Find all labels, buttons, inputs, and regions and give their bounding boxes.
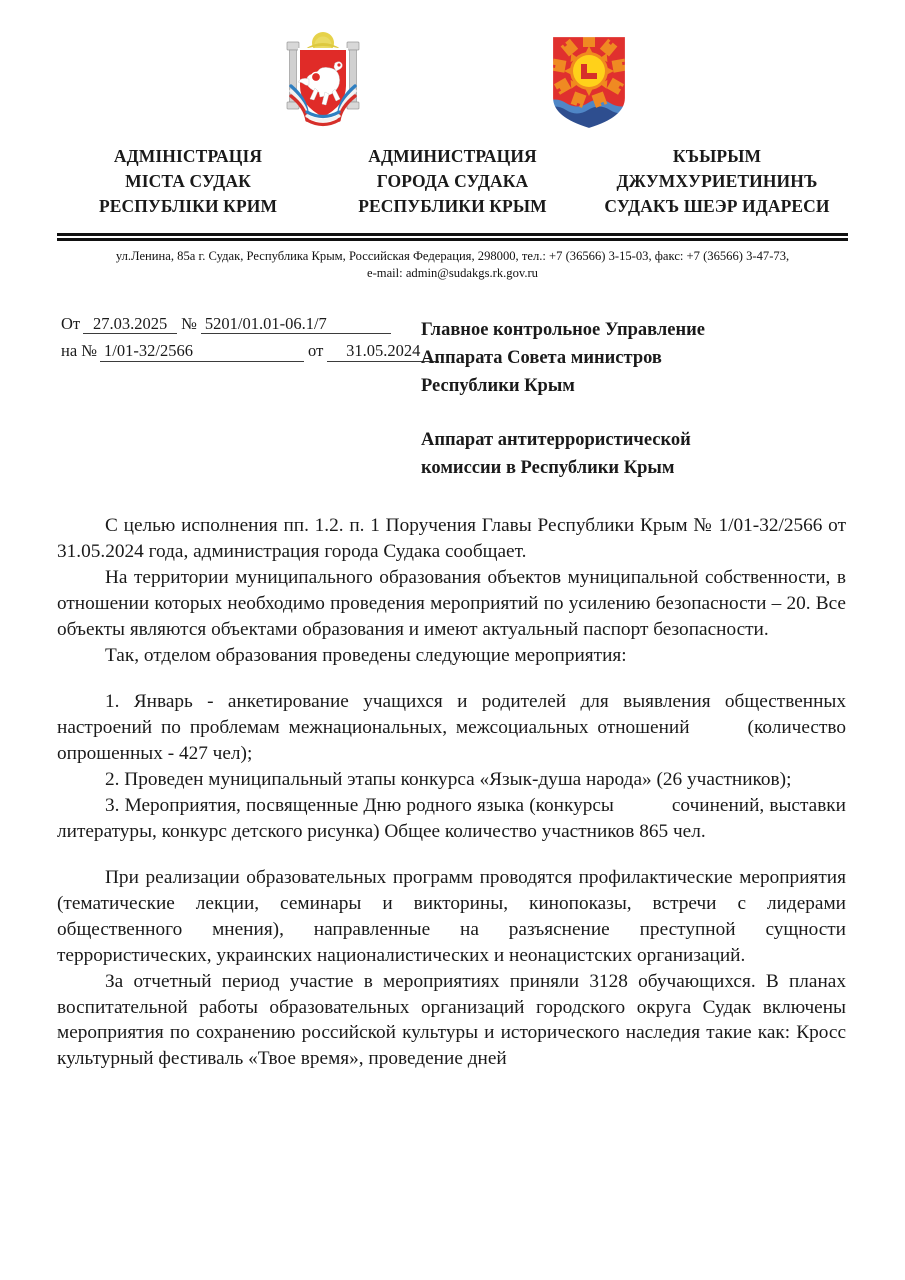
org-column-russian bbox=[322, 144, 584, 219]
org-column-ukrainian bbox=[57, 144, 319, 219]
reference-and-addressee bbox=[57, 313, 848, 483]
measure-1-count: (количество опрошенных - 427 чел); bbox=[57, 717, 846, 764]
org-crh-line-1: КЪЫРЫМ bbox=[672, 146, 762, 166]
paragraph-participation: За отчетный период участие в мероприятиях приняли 3128 обучающихся. В планах воспитательной работы образовательных организаций городского округа Судак включены мероприятия по сохранению российской культуры и исторического наследия такие как: Кросс культурный фестиваль «Твое время», проведение дней bbox=[57, 970, 846, 1070]
emblems-row bbox=[57, 30, 848, 135]
letterhead bbox=[57, 0, 848, 282]
addressee-line-4: Аппарат антитеррористической bbox=[421, 430, 691, 451]
reference-from-label: От bbox=[61, 313, 81, 333]
paragraph-intro: С целью исполнения пп. 1.2. п. 1 Поручения Главы Республики Крым № 1/01-32/2566 от 31.05.2024 года, администрация города Судака сообщает. bbox=[57, 515, 846, 563]
org-crh-line-2: ДЖУМХУРИЕТИНИНЪ bbox=[616, 170, 818, 191]
measure-item-2: 2. Проведен муниципальный этапы конкурса «Язык-душа народа» (26 участников); bbox=[105, 768, 792, 790]
addressee-line-1: Главное контрольное Управление bbox=[421, 319, 706, 340]
paragraph-lead-in: Так, отделом образования проведены следующие мероприятия: bbox=[105, 645, 627, 667]
coat-of-arms-sudak-icon bbox=[544, 30, 634, 133]
organization-names bbox=[57, 144, 848, 219]
addressee-group-primary bbox=[421, 316, 848, 400]
measure-item-3 bbox=[57, 793, 846, 845]
addressee-line-5: комиссии в Республики Крым bbox=[421, 458, 675, 479]
reference-from-date: 27.03.2025 bbox=[83, 316, 177, 335]
paragraph-objects: На территории муниципального образования объектов муниципальной собственности, в отношении которых необходимо проведения мероприятий по усилению безопасности – 20. Все объекты являются объектами образования и имеют актуальный паспорт безопасности. bbox=[57, 567, 846, 641]
letterhead-divider bbox=[57, 233, 848, 241]
org-ru-line-2: ГОРОДА СУДАКА bbox=[376, 170, 529, 191]
org-uk-line-3: РЕСПУБЛІКИ КРИМ bbox=[98, 195, 278, 216]
measure-item-1 bbox=[57, 689, 846, 767]
contact-email-line: e-mail: admin@sudakgs.rk.gov.ru bbox=[367, 265, 538, 280]
reference-number-value: 5201/01.01-06.1/7 bbox=[201, 316, 391, 335]
addressee-group-secondary bbox=[421, 426, 848, 482]
org-column-crimean-tatar bbox=[586, 144, 848, 219]
reference-row-outgoing bbox=[61, 313, 409, 335]
reference-block bbox=[57, 313, 421, 371]
reference-row-incoming bbox=[61, 341, 421, 362]
contact-address-line: ул.Ленина, 85а г. Судак, Республика Крым, Российская Федерация, 298000, тел.: +7 (36566) 3-15-03, факс: +7 (36566) 3-47-73, bbox=[115, 248, 790, 263]
letter-body bbox=[57, 513, 848, 1072]
contact-block bbox=[57, 248, 848, 282]
org-ru-line-1: АДМИНИСТРАЦИЯ bbox=[368, 146, 537, 166]
paragraph-prevention: При реализации образовательных программ проводятся профилактические мероприятия (тематические лекции, семинары и викторины, кинопоказы, встречи с лидерами общественного мнения), направленные на разъяснение преступной сущности террористических, украинских националистических и неонацистских организаций. bbox=[57, 866, 846, 966]
org-ru-line-3: РЕСПУБЛИКИ КРЫМ bbox=[358, 195, 547, 216]
measure-1-text: 1. Январь - анкетирование учащихся и родителей для выявления общественных настроений по проблемам межнациональных, межсоциальных отношений bbox=[57, 691, 846, 738]
coat-of-arms-crimea-icon bbox=[273, 30, 373, 133]
measure-3-continued: сочинений, выставки литературы, конкурс детского рисунка) Общее количество участников 865 чел. bbox=[57, 794, 846, 842]
org-uk-line-1: АДМІНІСТРАЦІЯ bbox=[113, 146, 263, 166]
org-crh-line-3: СУДАКЪ ШЕЭР ИДАРЕСИ bbox=[604, 195, 830, 216]
addressee-block bbox=[409, 316, 848, 483]
reference-reply-date-label: от bbox=[308, 341, 324, 361]
reference-reply-date: 31.05.2024 bbox=[327, 343, 439, 362]
reference-reply-number: 1/01-32/2566 bbox=[100, 343, 304, 362]
addressee-line-3: Республики Крым bbox=[421, 376, 575, 396]
reference-reply-label: на № bbox=[61, 341, 98, 361]
divider-rule-bottom bbox=[57, 238, 848, 241]
reference-number-label: № bbox=[181, 313, 197, 333]
addressee-line-2: Аппарата Совета министров bbox=[421, 347, 662, 368]
org-uk-line-2: МІСТА СУДАК bbox=[125, 170, 251, 191]
measure-3-text: 3. Мероприятия, посвященные Дню родного языка (конкурсы bbox=[105, 794, 614, 816]
